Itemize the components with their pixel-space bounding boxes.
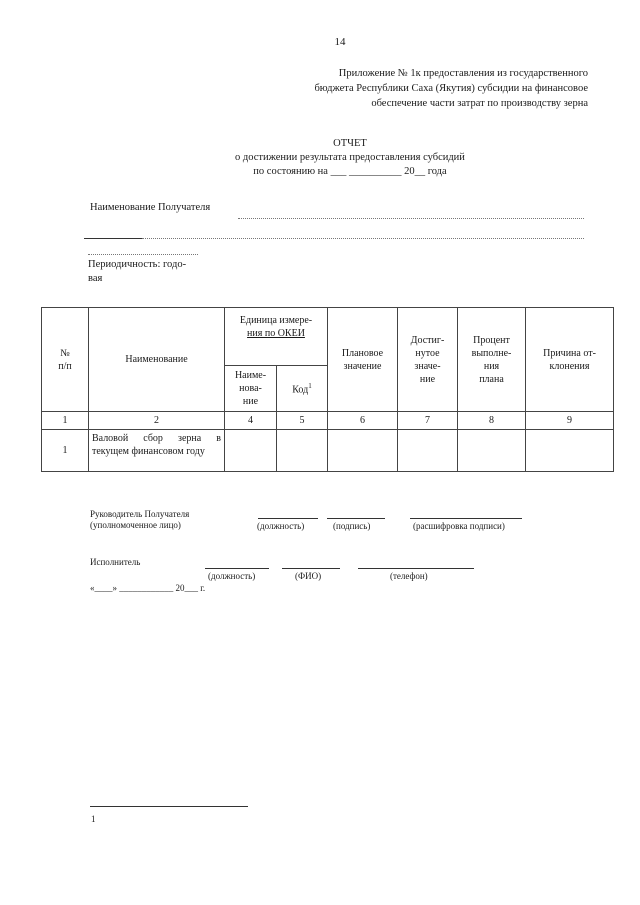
header-num: № п/п bbox=[42, 308, 89, 412]
footnote-separator bbox=[90, 806, 248, 807]
head-label-line-2: (уполномоченное лицо) bbox=[90, 520, 181, 530]
report-title: ОТЧЕТ bbox=[333, 138, 367, 149]
report-subtitle: о достижении результата предоставления субсидий bbox=[235, 152, 465, 163]
row-name: Валовой сбор зерна в текущем финансовом году bbox=[89, 430, 225, 472]
exec-fio-caption: (ФИО) bbox=[295, 571, 322, 581]
position-caption: (должность) bbox=[257, 521, 305, 531]
header-unit-name: Наиме- нова- ние bbox=[225, 366, 277, 412]
row-cell-empty bbox=[277, 430, 328, 472]
header-unit: Единица измере- ния по ОКЕИ bbox=[225, 308, 328, 366]
header-unit-code: Код$^1$ bbox=[277, 366, 328, 412]
header-reason: Причина от- клонения bbox=[526, 308, 614, 412]
recipient-label: Наименование Получателя bbox=[90, 202, 211, 213]
table-number-row bbox=[42, 412, 614, 430]
date-line: «____» ____________ 20___ г. bbox=[90, 583, 206, 593]
annex-line-1: Приложение № 1к предоставления из государственного bbox=[338, 68, 588, 79]
col-number-cell: 4 bbox=[225, 412, 277, 430]
recipient-underline-solid bbox=[84, 238, 142, 239]
col-number-cell: 1 bbox=[42, 412, 89, 430]
report-table bbox=[41, 307, 614, 472]
annex-line-2: бюджета Республики Саха (Якутия) субсидии на финансовое bbox=[314, 83, 588, 94]
row-cell-empty bbox=[328, 430, 398, 472]
footnote-mark: 1 bbox=[91, 814, 96, 824]
head-label-line-1: Руководитель Получателя bbox=[90, 509, 190, 519]
col-number-cell: 2 bbox=[89, 412, 225, 430]
report-title-block bbox=[120, 137, 580, 179]
header-plan: Плановое значение bbox=[328, 308, 398, 412]
page-number: 14 bbox=[334, 36, 346, 48]
periodicity-line-1: Периодичность: годо- bbox=[88, 259, 187, 270]
row-cell-empty bbox=[526, 430, 614, 472]
row-num: 1 bbox=[42, 430, 89, 472]
header-percent: Процент выполне- ния плана bbox=[458, 308, 526, 412]
exec-phone-caption: (телефон) bbox=[390, 571, 428, 581]
decoding-line bbox=[410, 518, 522, 519]
periodicity-top-line bbox=[88, 254, 198, 255]
periodicity-label bbox=[88, 258, 186, 286]
report-as-of: по состоянию на ___ __________ 20__ года bbox=[253, 166, 447, 177]
exec-fio-line bbox=[282, 568, 340, 569]
col-number-cell: 9 bbox=[526, 412, 614, 430]
executor-label: Исполнитель bbox=[90, 557, 141, 567]
exec-position-caption: (должность) bbox=[208, 571, 256, 581]
row-cell-empty bbox=[225, 430, 277, 472]
col-number-cell: 6 bbox=[328, 412, 398, 430]
position-line bbox=[258, 518, 318, 519]
exec-phone-line bbox=[358, 568, 474, 569]
table-row bbox=[42, 430, 614, 472]
col-number-cell: 8 bbox=[458, 412, 526, 430]
decoding-caption: (расшифровка подписи) bbox=[413, 521, 505, 531]
periodicity-line-2: вая bbox=[88, 273, 103, 284]
row-cell-empty bbox=[458, 430, 526, 472]
signature-line bbox=[327, 518, 385, 519]
table-header-row-1 bbox=[42, 308, 614, 366]
head-label bbox=[90, 509, 189, 531]
exec-position-line bbox=[205, 568, 269, 569]
annex-line-3: обеспечение части затрат по производству зерна bbox=[371, 98, 588, 109]
row-cell-empty bbox=[398, 430, 458, 472]
annex-header bbox=[200, 66, 588, 111]
col-number-cell: 7 bbox=[398, 412, 458, 430]
recipient-underline-dotted bbox=[142, 238, 584, 239]
col-number-cell: 5 bbox=[277, 412, 328, 430]
header-achieved: Достиг- нутое значе- ние bbox=[398, 308, 458, 412]
header-name: Наименование bbox=[89, 308, 225, 412]
signature-caption: (подпись) bbox=[333, 521, 371, 531]
recipient-dotted-line bbox=[238, 218, 584, 219]
